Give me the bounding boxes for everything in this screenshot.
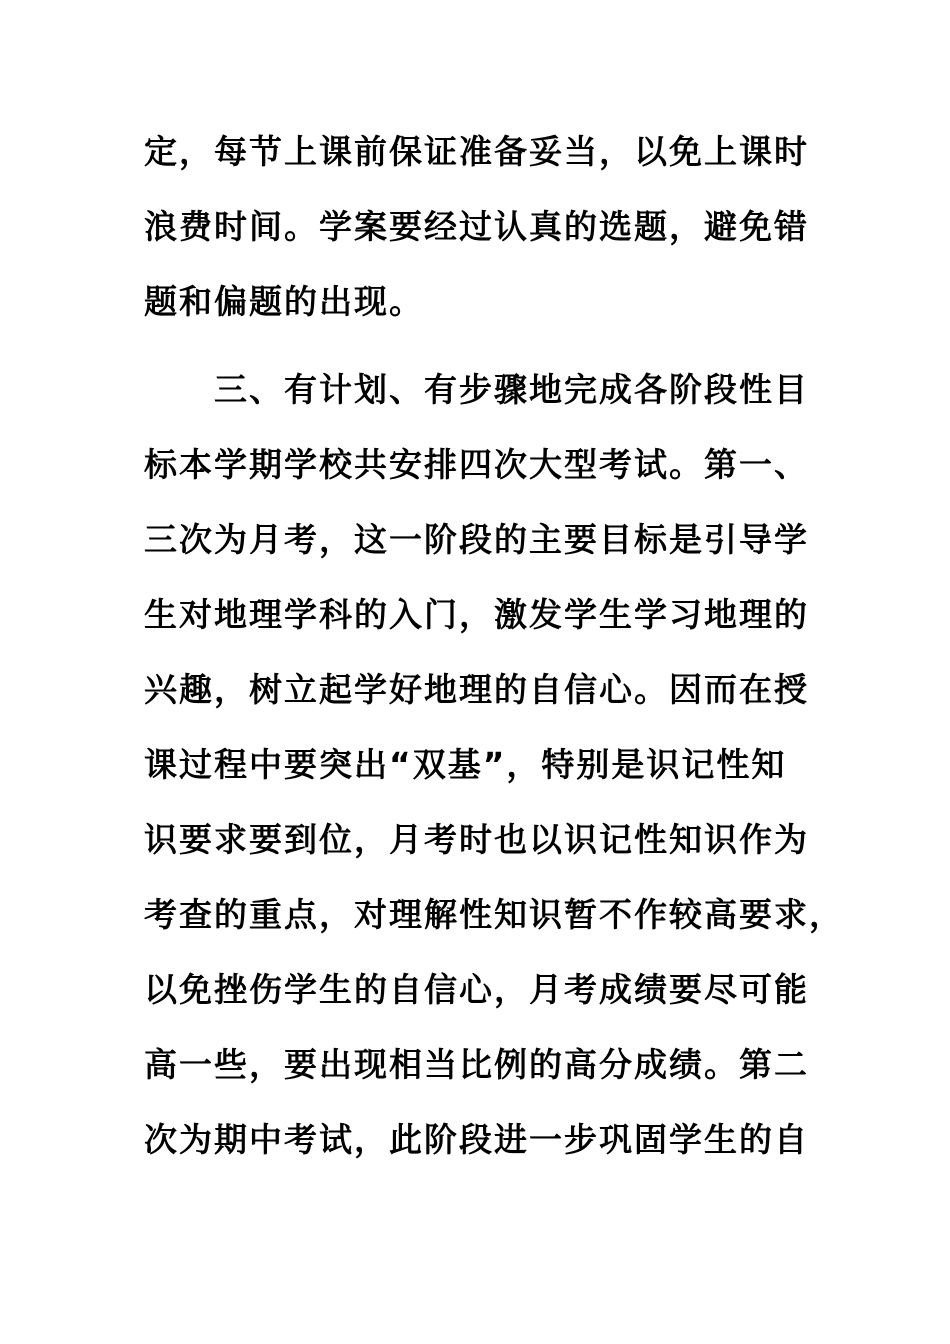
paragraph-2-line-1: 三、有计划、有步骤地完成各阶段性目 <box>214 370 809 409</box>
paragraph-2-line-4: 生对地理学科的入门，激发学生学习地理的 <box>144 595 809 634</box>
paragraph-1-line-3: 题和偏题的出现。 <box>144 282 424 321</box>
paragraph-2-line-7: 识要求要到位，月考时也以识记性知识作为 <box>144 820 809 859</box>
paragraph-2-line-9: 以免挫伤学生的自信心，月考成绩要尽可能 <box>144 970 809 1009</box>
paragraph-2-line-3: 三次为月考，这一阶段的主要目标是引导学 <box>144 520 809 559</box>
paragraph-2-line-5: 兴趣，树立起学好地理的自信心。因而在授 <box>144 670 809 709</box>
paragraph-1-line-2: 浪费时间。学案要经过认真的选题，避免错 <box>144 207 809 246</box>
paragraph-1-line-1: 定，每节上课前保证准备妥当，以免上课时 <box>144 132 809 171</box>
paragraph-2-line-11: 次为期中考试，此阶段进一步巩固学生的自 <box>144 1120 809 1159</box>
paragraph-2-line-6: 课过程中要突出“双基”，特别是识记性知 <box>144 745 787 784</box>
paragraph-2-line-8: 考查的重点，对理解性知识暂不作较高要求， <box>144 895 844 934</box>
paragraph-2-line-10: 高一些，要出现相当比例的高分成绩。第二 <box>144 1045 809 1084</box>
paragraph-2-line-2: 标本学期学校共安排四次大型考试。第一、 <box>144 445 809 484</box>
